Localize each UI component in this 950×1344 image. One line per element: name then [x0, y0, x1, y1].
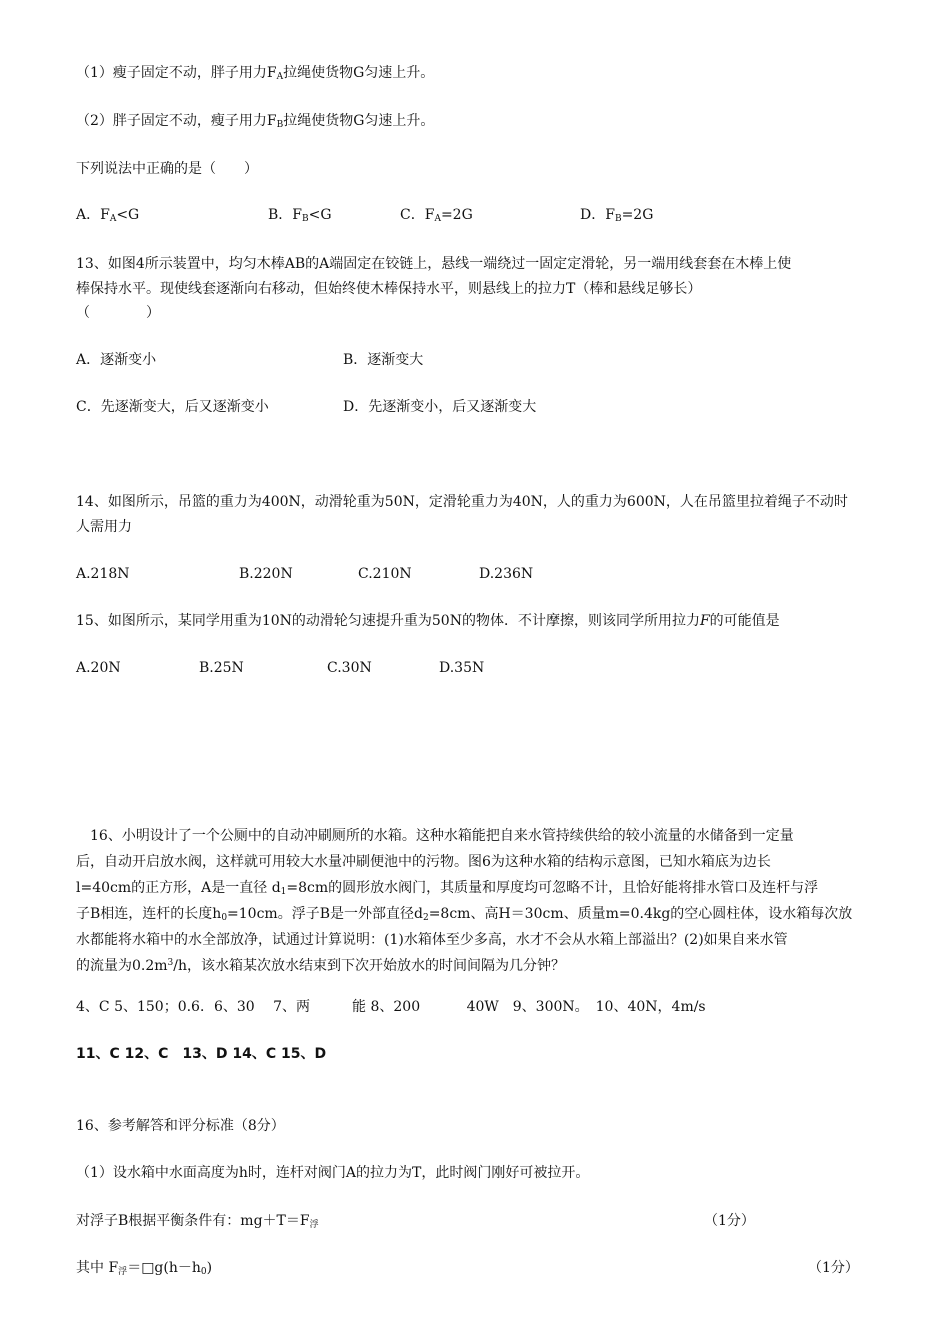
missing-glyph-icon: □ — [141, 1260, 155, 1276]
q14-option-a: A.218N — [76, 566, 130, 582]
q16-line-1: 16、小明设计了一个公厕中的自动冲刷厕所的水箱。这种水箱能把自来水管持续供给的较小流量的水储备到一定量 — [76, 828, 794, 844]
solution-title: 16、参考解答和评分标准（8分） — [76, 1118, 285, 1134]
q16-line-5: 水都能将水箱中的水全部放净，试通过计算说明：(1)水箱体至少多高，水才不会从水箱上部溢出？(2)如果自来水管 — [76, 932, 788, 948]
q13-stem-line-1: 13、如图4所示装置中，均匀木棒AB的A端固定在铰链上，悬线一端绕过一固定定滑轮，另一端用线套套在木棒上使 — [76, 256, 792, 272]
q15-option-a: A.20N — [76, 660, 121, 676]
q14-stem-line-2: 人需用力 — [76, 519, 132, 535]
solution-equation-2-score: （1分） — [808, 1260, 859, 1276]
q12-condition-2: （2）胖子固定不动，瘦子用力$F_B$拉绳使货物G匀速上升。 — [76, 113, 435, 130]
solution-equation-2: 其中 $F_浮=□g(h-h_0)$ — [76, 1260, 213, 1277]
q15-stem: 15、如图所示，某同学用重为10N的动滑轮匀速提升重为50N的物体．不计摩擦，则该同学所用拉力F的可能值是 — [76, 613, 780, 629]
q16-line-6: 的流量为$0.2m^3/h$，该水箱某次放水结束到下次开始放水的时间间隔为几分钟？ — [76, 958, 566, 974]
answer-row-1: 4、C 5、150；0.6．6、30 7、两 能 8、200 40W 9、300N。 10、40N，4m/s — [76, 999, 706, 1015]
q16-line-2: 后，自动开启放水阀，这样就可用较大水量冲刷便池中的污物。图6为这种水箱的结构示意图，已知水箱底为边长 — [76, 854, 771, 870]
solution-equation-1-score: （1分） — [704, 1213, 755, 1229]
q12-stem: 下列说法中正确的是（ ） — [76, 161, 258, 177]
q14-option-d: D.236N — [479, 566, 534, 582]
q15-option-b: B.25N — [199, 660, 244, 676]
solution-equation-1: 对浮子B根据平衡条件有：$mg+T=F_浮$ — [76, 1213, 319, 1230]
q13-option-d: D．先逐渐变小，后又逐渐变大 — [343, 399, 537, 415]
q15-option-c: C.30N — [327, 660, 372, 676]
q13-option-c: C．先逐渐变大，后又逐渐变小 — [76, 399, 269, 415]
solution-step-1: （1）设水箱中水面高度为h时，连杆对阀门A的拉力为T，此时阀门刚好可被拉开。 — [76, 1165, 590, 1181]
answer-row-2: 11、C 12、C 13、D 14、C 15、D — [76, 1046, 327, 1062]
q14-option-b: B.220N — [239, 566, 293, 582]
q13-option-a: A．逐渐变小 — [76, 352, 157, 368]
q12-option-c: C．$F_A=2G$ — [400, 207, 473, 224]
q16-line-3: l=40cm的正方形，A是一直径 $d_1=8cm$的圆形放水阀门，其质量和厚度均可忽略不计，且恰好能将排水管口及连杆与浮 — [76, 880, 819, 897]
q13-option-b: B．逐渐变大 — [343, 352, 424, 368]
q12-condition-1: （1）瘦子固定不动，胖子用力$F_A$拉绳使货物G匀速上升。 — [76, 65, 435, 82]
q14-option-c: C.210N — [358, 566, 412, 582]
q15-option-d: D.35N — [439, 660, 485, 676]
q12-option-d: D．$F_B=2G$ — [580, 207, 654, 224]
q12-option-a: A．$F_A<G$ — [76, 207, 140, 224]
q14-stem-line-1: 14、如图所示，吊篮的重力为400N，动滑轮重为50N，定滑轮重力为40N，人的重力为600N，人在吊篮里拉着绳子不动时 — [76, 494, 848, 510]
q13-stem-line-2: 棒保持水平。现使线套逐渐向右移动，但始终使木棒保持水平，则悬线上的拉力T（棒和悬线足够长） — [76, 281, 702, 297]
q16-line-4: 子B相连，连杆的长度$h_0=10cm$。浮子B是一外部直径$d_2=8cm$、高H＝30cm、质量m=0.4kg的空心圆柱体，设水箱每次放 — [76, 906, 853, 923]
q12-option-b: B．$F_B<G$ — [268, 207, 332, 224]
q16-paragraph — [76, 829, 876, 985]
q13-stem-line-3: （ ） — [76, 305, 160, 321]
